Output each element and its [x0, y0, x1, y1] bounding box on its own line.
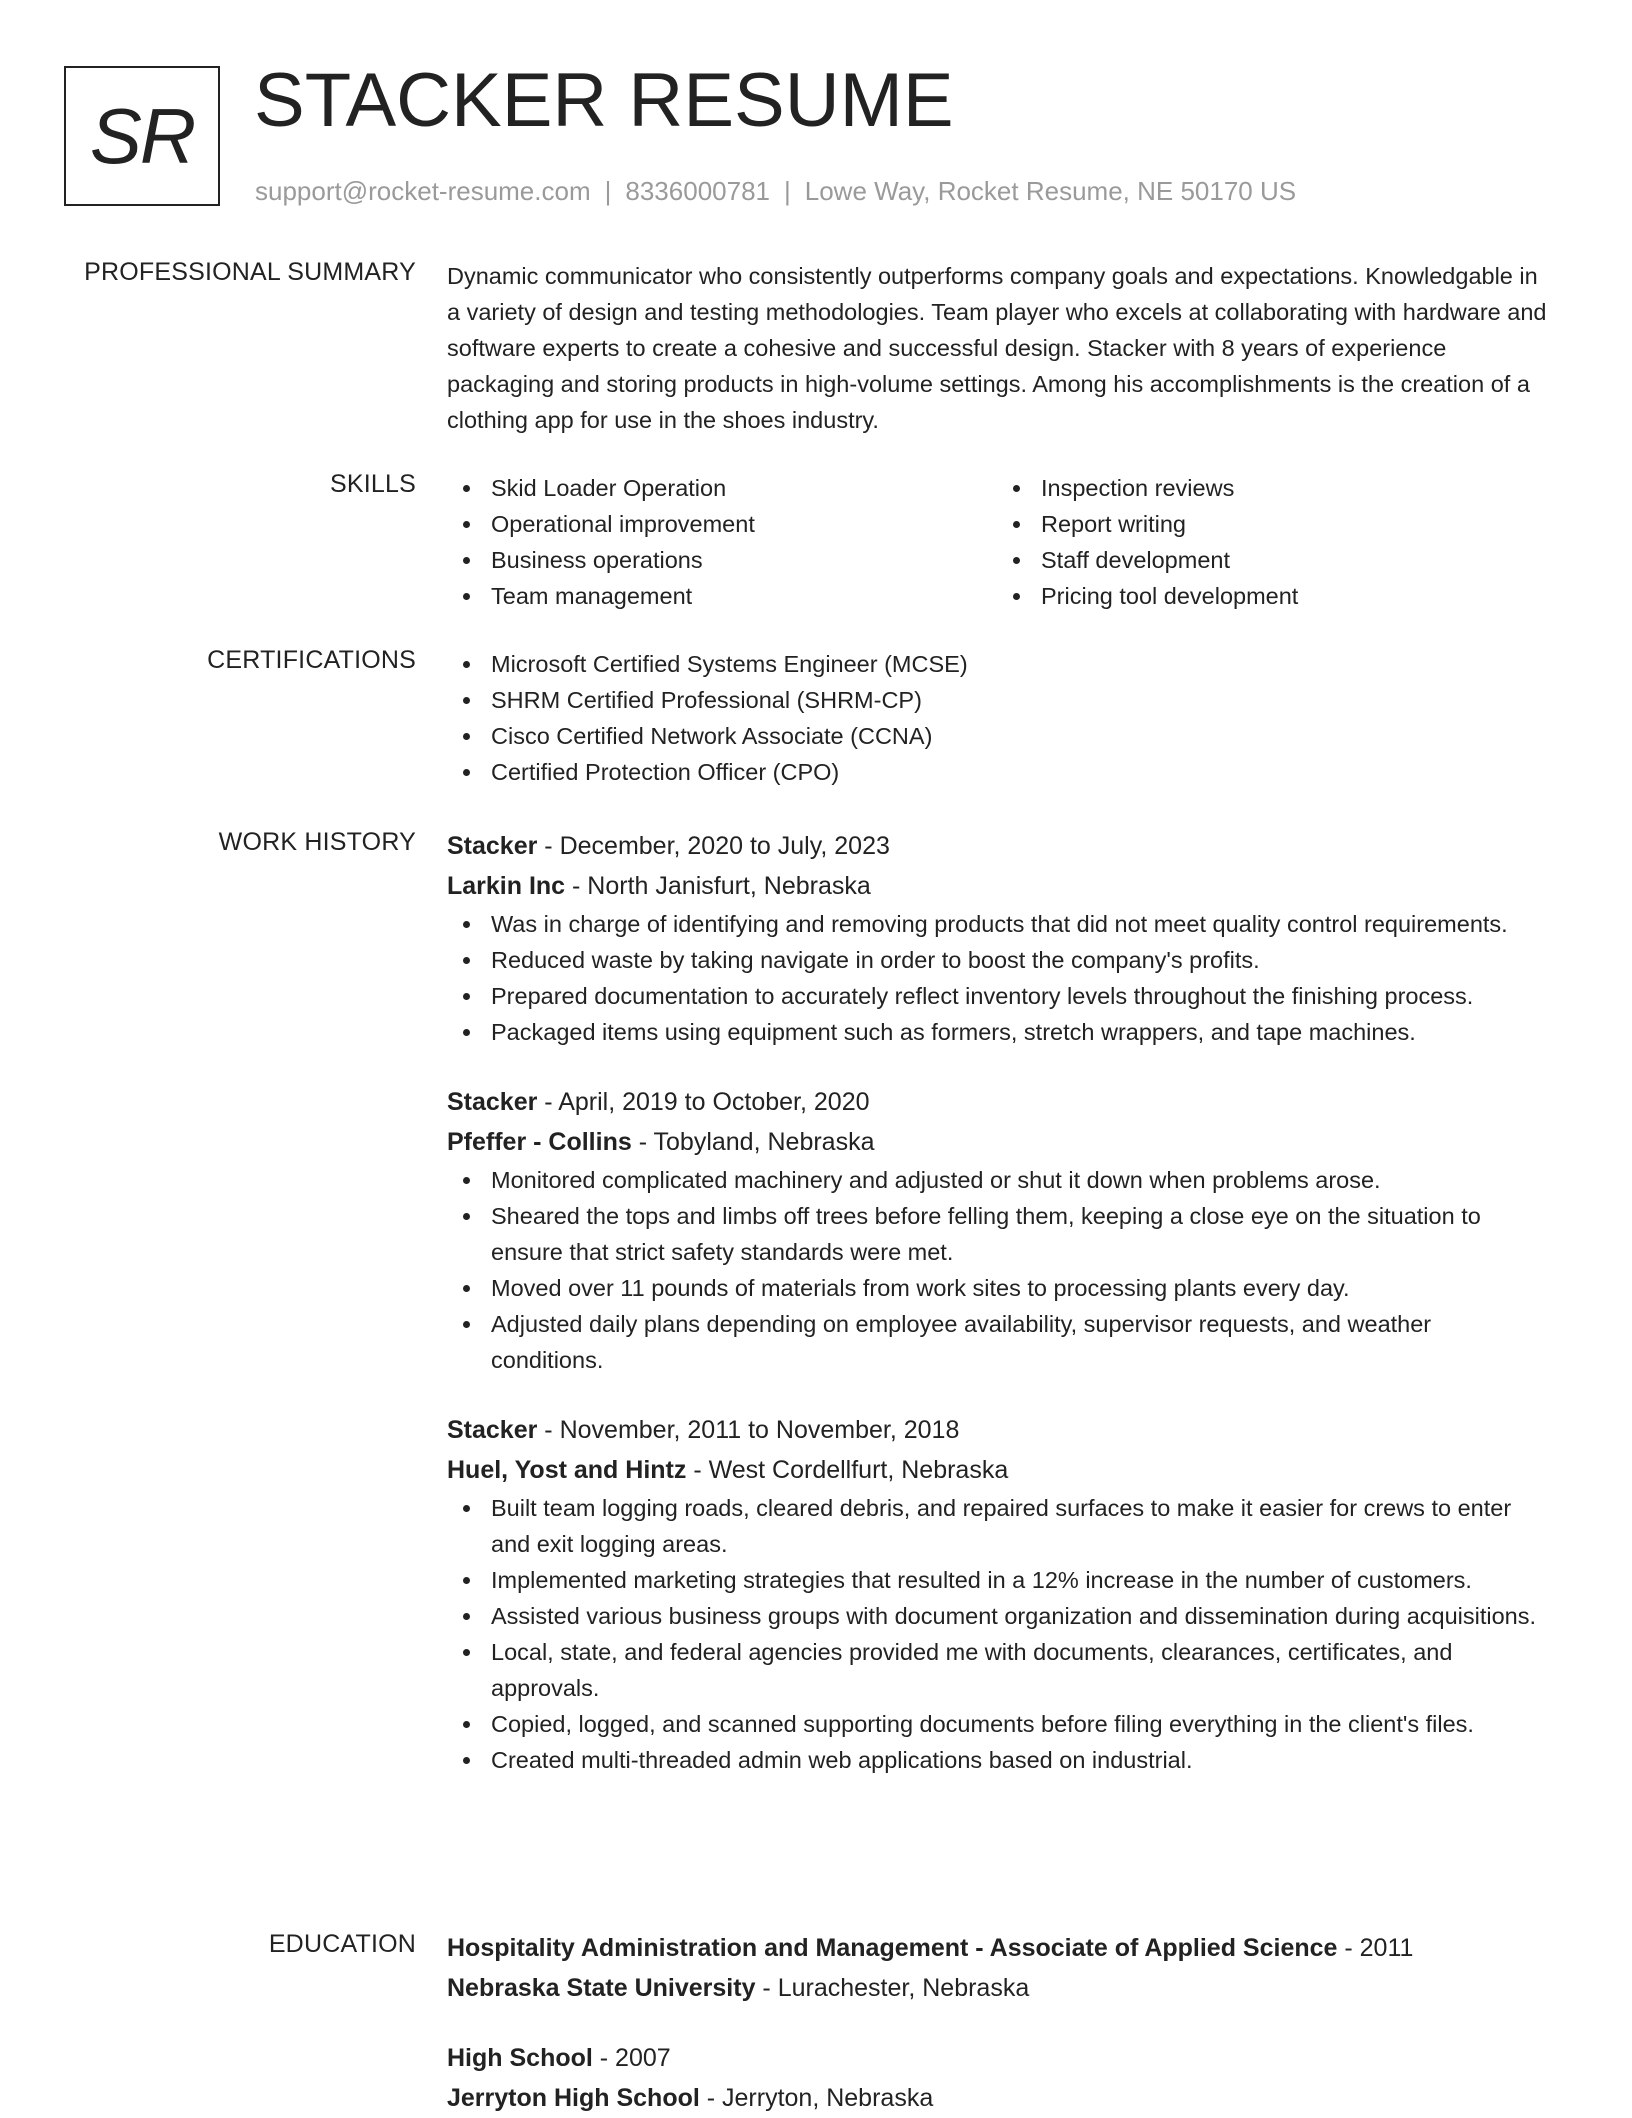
education-location: - Lurachester, Nebraska	[755, 1974, 1030, 2002]
job-location: - North Janisfurt, Nebraska	[565, 872, 871, 900]
job-company: Larkin Inc	[447, 872, 566, 900]
page-title: STACKER RESUME	[254, 58, 954, 143]
job-entry	[447, 1410, 1547, 1778]
education-year: - 2007	[592, 2044, 671, 2072]
skill-item: Inspection reviews	[997, 470, 1547, 506]
job-dates: - April, 2019 to October, 2020	[537, 1088, 870, 1116]
contact-address: Lowe Way, Rocket Resume, NE 50170 US	[804, 176, 1297, 206]
summary-text: Dynamic communicator who consistently outperforms company goals and expectations. Knowledgable in a variety of design and testing methodologies. Team player who excels at collaborating with hardware and software experts to create a cohesive and successful design. Stacker with 8 years of experience packaging and storing products in high-volume settings. Among his accomplishments is the creation of a clothing app for use in the shoes industry.	[447, 263, 1547, 433]
job-bullet: Moved over 11 pounds of materials from work sites to processing plants every day.	[447, 1270, 1547, 1306]
job-company-line	[447, 1122, 1547, 1162]
contact-phone[interactable]: 8336000781	[625, 176, 770, 206]
job-title: Stacker	[447, 832, 538, 860]
job-company: Huel, Yost and Hintz	[447, 1456, 687, 1484]
job-bullet: Was in charge of identifying and removing products that did not meet quality control requirements.	[447, 906, 1547, 942]
contact-separator: |	[604, 176, 612, 206]
job-location: - Tobyland, Nebraska	[631, 1128, 875, 1156]
job-bullet: Implemented marketing strategies that resulted in a 12% increase in the number of customers.	[447, 1562, 1547, 1598]
monogram-logo: SR	[64, 66, 220, 206]
skill-item: Pricing tool development	[997, 578, 1547, 614]
job-bullet: Reduced waste by taking navigate in order to boost the company's profits.	[447, 942, 1547, 978]
certification-item: Certified Protection Officer (CPO)	[447, 754, 1547, 790]
skills-list-right	[997, 470, 1547, 614]
education-year: - 2011	[1337, 1934, 1414, 1962]
certifications-list	[447, 646, 1547, 790]
education-school: Jerryton High School	[447, 2084, 700, 2112]
education-school: Nebraska State University	[447, 1974, 756, 2002]
job-location: - West Cordellfurt, Nebraska	[686, 1456, 1009, 1484]
job-dates: - November, 2011 to November, 2018	[537, 1416, 960, 1444]
job-title-line	[447, 1082, 1547, 1122]
job-bullet: Built team logging roads, cleared debris, and repaired surfaces to make it easier for crews to enter and exit logging areas.	[447, 1490, 1547, 1562]
job-company-line	[447, 1450, 1547, 1490]
skill-item: Business operations	[447, 542, 997, 578]
job-company-line	[447, 866, 1547, 906]
certification-item: Microsoft Certified Systems Engineer (MCSE)	[447, 646, 1547, 682]
job-entry	[447, 1082, 1547, 1378]
section-label-education: EDUCATION	[268, 1930, 416, 1958]
education-school-line	[447, 1968, 1547, 2008]
education-degree-line	[447, 2038, 1547, 2078]
job-bullet: Adjusted daily plans depending on employee availability, supervisor requests, and weather conditions.	[447, 1306, 1547, 1378]
section-label-skills: SKILLS	[330, 470, 416, 498]
job-title-line	[447, 1410, 1547, 1450]
education-degree: Hospitality Administration and Management - Associate of Applied Science	[447, 1934, 1338, 1962]
job-bullets	[447, 906, 1547, 1050]
skill-item: Staff development	[997, 542, 1547, 578]
education-degree: High School	[447, 2044, 593, 2072]
job-title: Stacker	[447, 1416, 538, 1444]
skill-item: Report writing	[997, 506, 1547, 542]
job-bullet: Local, state, and federal agencies provided me with documents, clearances, certificates, and approvals.	[447, 1634, 1547, 1706]
contact-separator: |	[784, 176, 791, 206]
certifications-body	[447, 646, 1547, 790]
work-body	[447, 826, 1547, 1778]
job-entry	[447, 826, 1547, 1050]
certification-item: Cisco Certified Network Associate (CCNA)	[447, 718, 1547, 754]
job-title-line	[447, 826, 1547, 866]
education-location: - Jerryton, Nebraska	[699, 2084, 934, 2112]
contact-line	[255, 176, 1296, 207]
summary-body	[447, 258, 1547, 438]
job-bullet: Prepared documentation to accurately reflect inventory levels throughout the finishing process.	[447, 978, 1547, 1014]
education-school-line	[447, 2078, 1547, 2118]
job-bullets	[447, 1490, 1547, 1778]
job-dates: - December, 2020 to July, 2023	[537, 832, 890, 860]
education-body	[447, 1928, 1547, 2118]
section-label-work: WORK HISTORY	[218, 828, 416, 856]
skills-body	[447, 470, 1547, 614]
job-bullets	[447, 1162, 1547, 1378]
education-degree-line	[447, 1928, 1547, 1968]
job-bullet: Copied, logged, and scanned supporting documents before filing everything in the client's files.	[447, 1706, 1547, 1742]
education-entry	[447, 1928, 1547, 2008]
contact-email[interactable]: support@rocket-resume.com	[255, 176, 591, 206]
job-bullet: Monitored complicated machinery and adjusted or shut it down when problems arose.	[447, 1162, 1547, 1198]
job-company: Pfeffer - Collins	[447, 1128, 632, 1156]
skill-item: Team management	[447, 578, 997, 614]
job-bullet: Assisted various business groups with document organization and dissemination during acquisitions.	[447, 1598, 1547, 1634]
section-label-summary: PROFESSIONAL SUMMARY	[84, 258, 416, 286]
job-title: Stacker	[447, 1088, 538, 1116]
certification-item: SHRM Certified Professional (SHRM-CP)	[447, 682, 1547, 718]
job-bullet: Sheared the tops and limbs off trees before felling them, keeping a close eye on the situation to ensure that strict safety standards were met.	[447, 1198, 1547, 1270]
skill-item: Skid Loader Operation	[447, 470, 997, 506]
skill-item: Operational improvement	[447, 506, 997, 542]
education-entry	[447, 2038, 1547, 2118]
job-bullet: Packaged items using equipment such as formers, stretch wrappers, and tape machines.	[447, 1014, 1547, 1050]
skills-list-left	[447, 470, 997, 614]
job-bullet: Created multi-threaded admin web applications based on industrial.	[447, 1742, 1547, 1778]
section-label-certifications: CERTIFICATIONS	[207, 646, 416, 674]
